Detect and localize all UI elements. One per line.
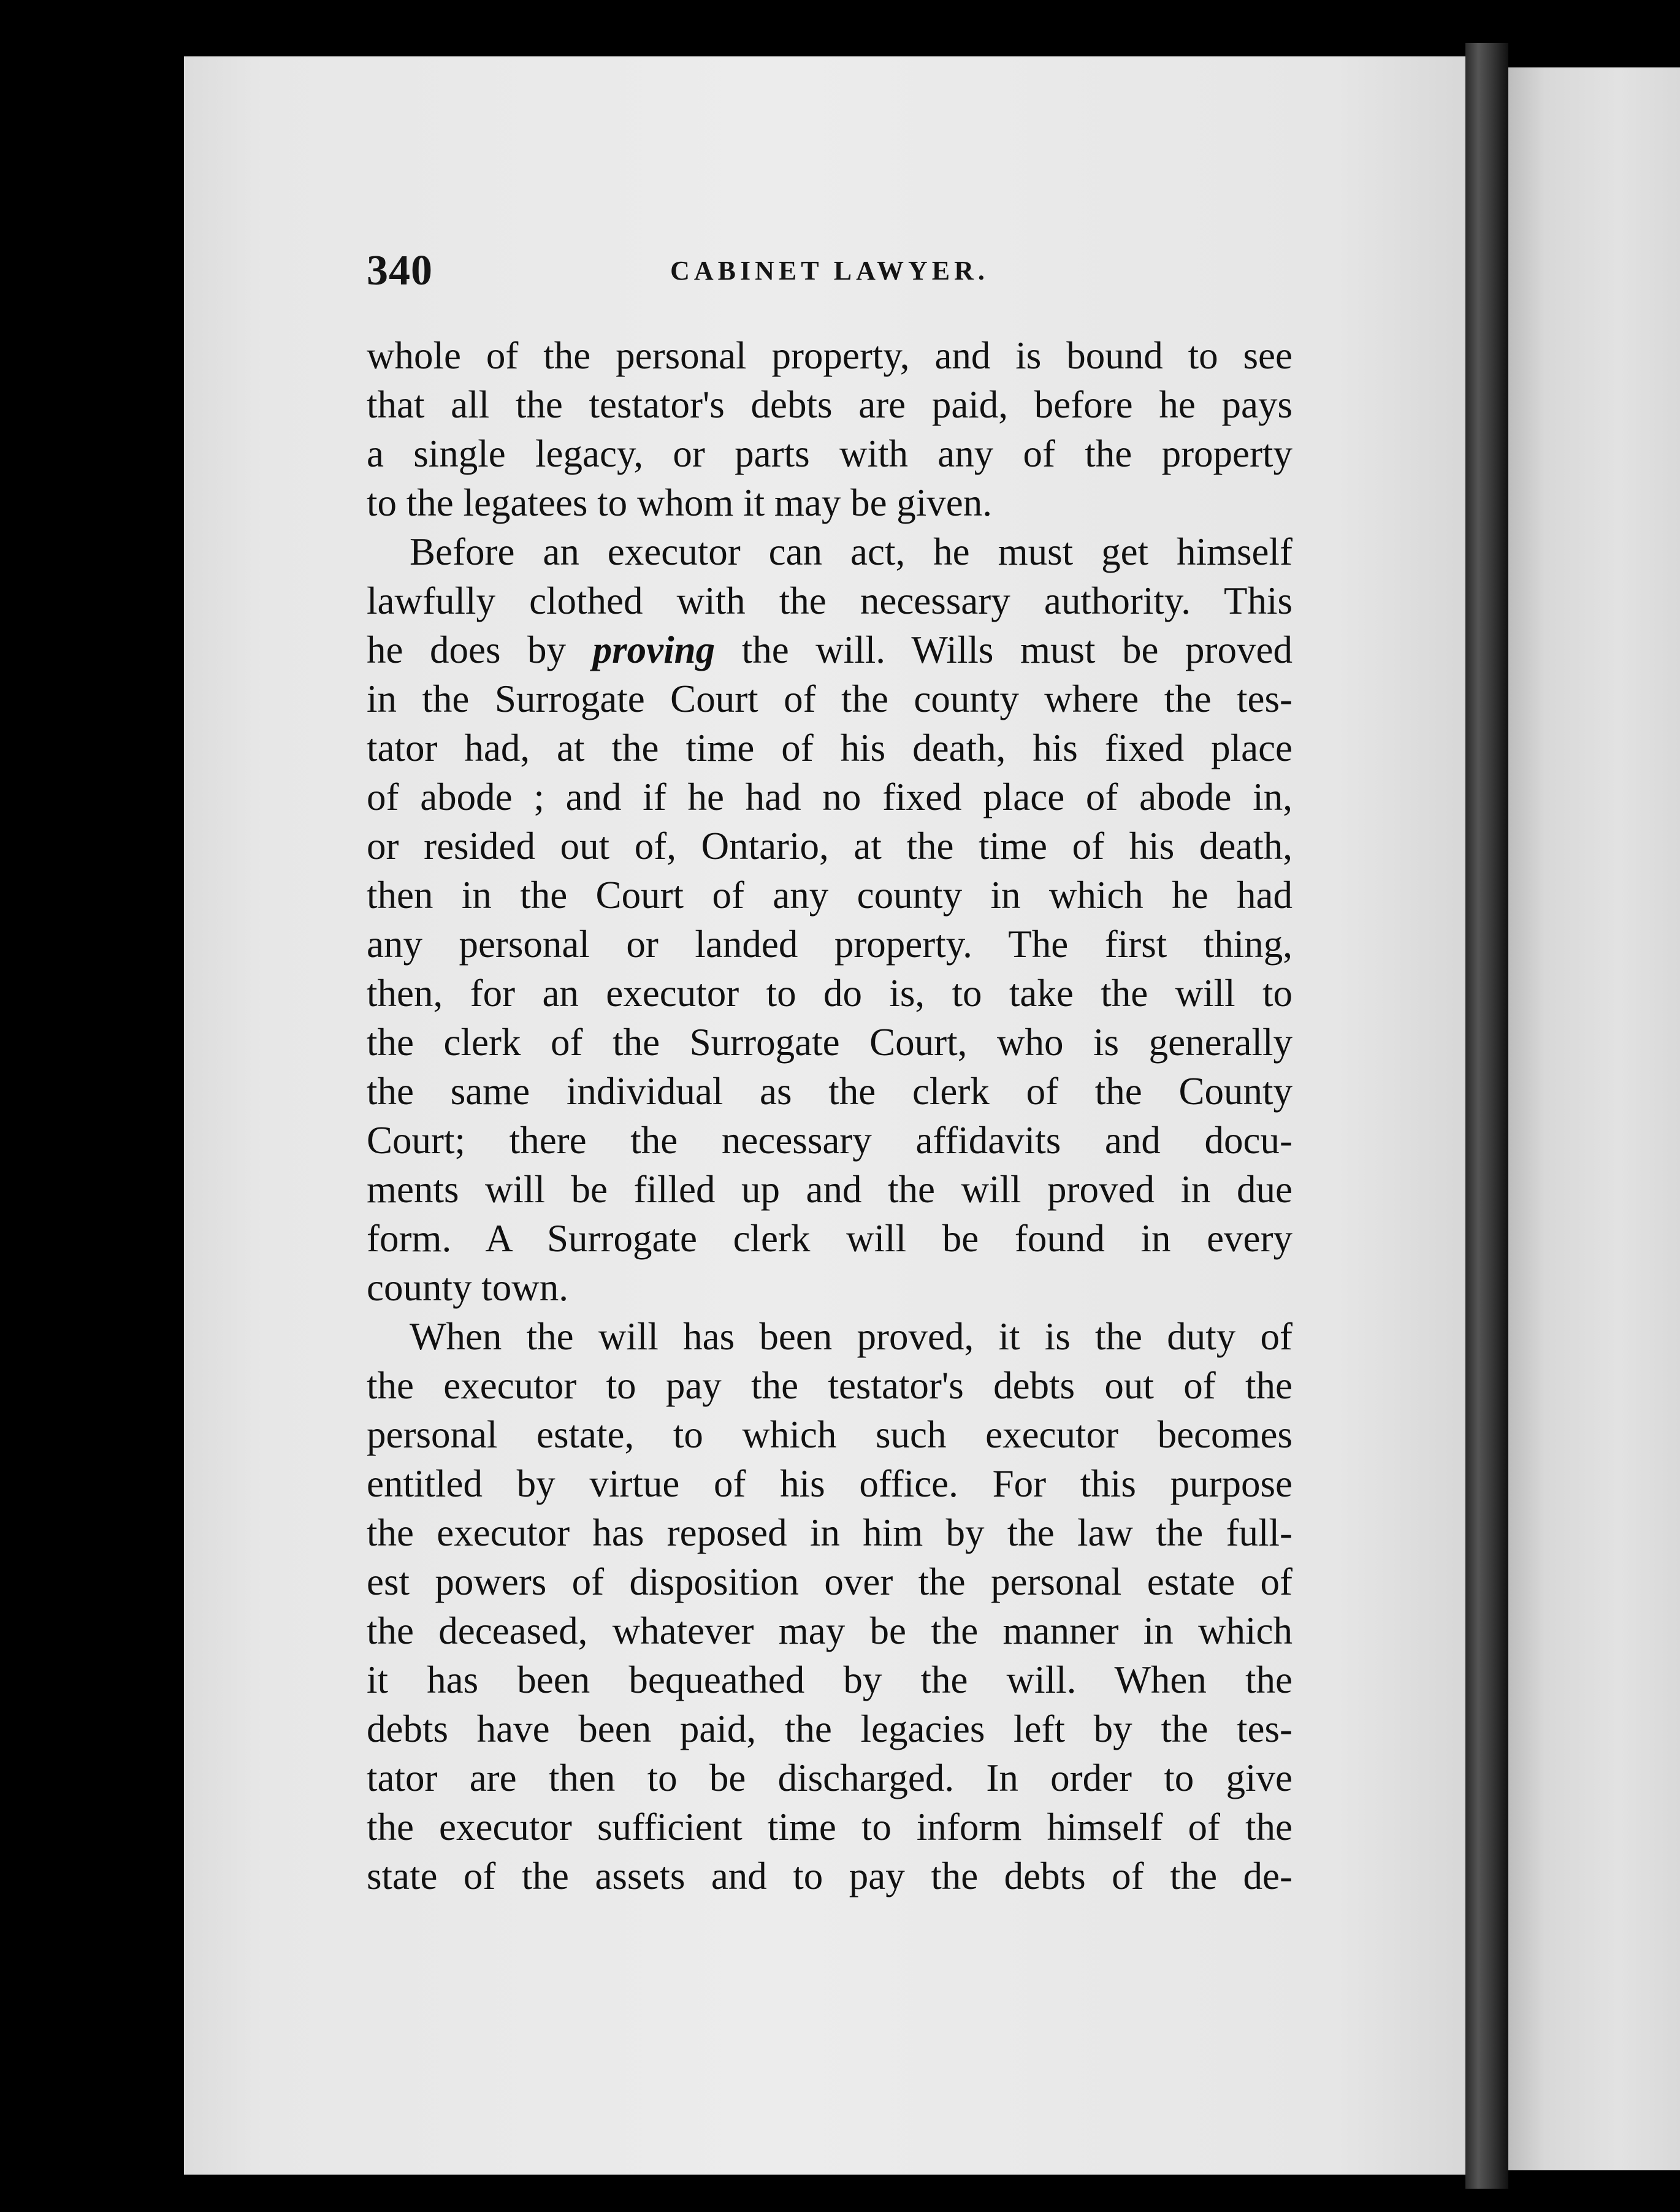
text-line: the executor to pay the testator's debts out of the: [367, 1364, 1292, 1407]
text-line: state of the assets and to pay the debts of the de-: [367, 1855, 1292, 1897]
text-line: it has been bequeathed by the will. When the: [367, 1658, 1292, 1701]
text-line: When the will has been proved, it is the duty of: [410, 1315, 1292, 1358]
text-line: personal estate, to which such executor becomes: [367, 1413, 1292, 1456]
text-line: in the Surrogate Court of the county where the tes-: [367, 677, 1292, 720]
text-line: [367, 625, 1292, 674]
text-line: whole of the personal property, and is bound to see: [367, 334, 1292, 377]
text-line: then in the Court of any county in which he had: [367, 874, 1292, 917]
text-line: to the legatees to whom it may be given.: [367, 481, 992, 524]
page-number: 340: [367, 247, 433, 294]
text-line: the deceased, whatever may be the manner in which: [367, 1609, 1292, 1652]
text-line: any personal or landed property. The first thing,: [367, 923, 1292, 966]
text-line: est powers of disposition over the personal estate of: [367, 1560, 1292, 1603]
text-line: Before an executor can act, he must get himself: [410, 530, 1292, 573]
text-line: lawfully clothed with the necessary authority. This: [367, 579, 1292, 622]
text-line: the same individual as the clerk of the County: [367, 1070, 1292, 1113]
book-gutter: [1465, 43, 1508, 2189]
text-run: he does by: [367, 628, 567, 671]
text-line: county town.: [367, 1266, 568, 1309]
text-line: that all the testator's debts are paid, before he pays: [367, 383, 1292, 426]
text-line: form. A Surrogate clerk will be found in every: [367, 1217, 1292, 1260]
text-line: the clerk of the Surrogate Court, who is generally: [367, 1021, 1292, 1064]
running-head: CABINET LAWYER.: [670, 256, 989, 286]
text-line: entitled by virtue of his office. For this purpose: [367, 1462, 1292, 1505]
text-line: debts have been paid, the legacies left by the tes-: [367, 1707, 1292, 1750]
text-line: a single legacy, or parts with any of the property: [367, 432, 1292, 475]
text-line: ments will be filled up and the will proved in due: [367, 1168, 1292, 1211]
text-line: tator are then to be discharged. In order to give: [367, 1756, 1292, 1799]
text-line: then, for an executor to do is, to take the will to: [367, 972, 1292, 1015]
text-run: the will. Wills must be proved: [741, 628, 1292, 671]
text-line: of abode ; and if he had no fixed place of abode in,: [367, 776, 1292, 818]
text-line: the executor has reposed in him by the law the full-: [367, 1511, 1292, 1554]
adjacent-page-edge: [1508, 67, 1680, 2170]
text-line: Court; there the necessary affidavits and docu-: [367, 1119, 1292, 1162]
page-header: [367, 246, 1292, 296]
text-line: tator had, at the time of his death, his fixed place: [367, 727, 1292, 769]
text-line: or resided out of, Ontario, at the time of his death,: [367, 825, 1292, 868]
body-text: [367, 331, 1292, 1901]
text-line: the executor sufficient time to inform himself of the: [367, 1806, 1292, 1848]
italic-term: proving: [592, 628, 716, 671]
